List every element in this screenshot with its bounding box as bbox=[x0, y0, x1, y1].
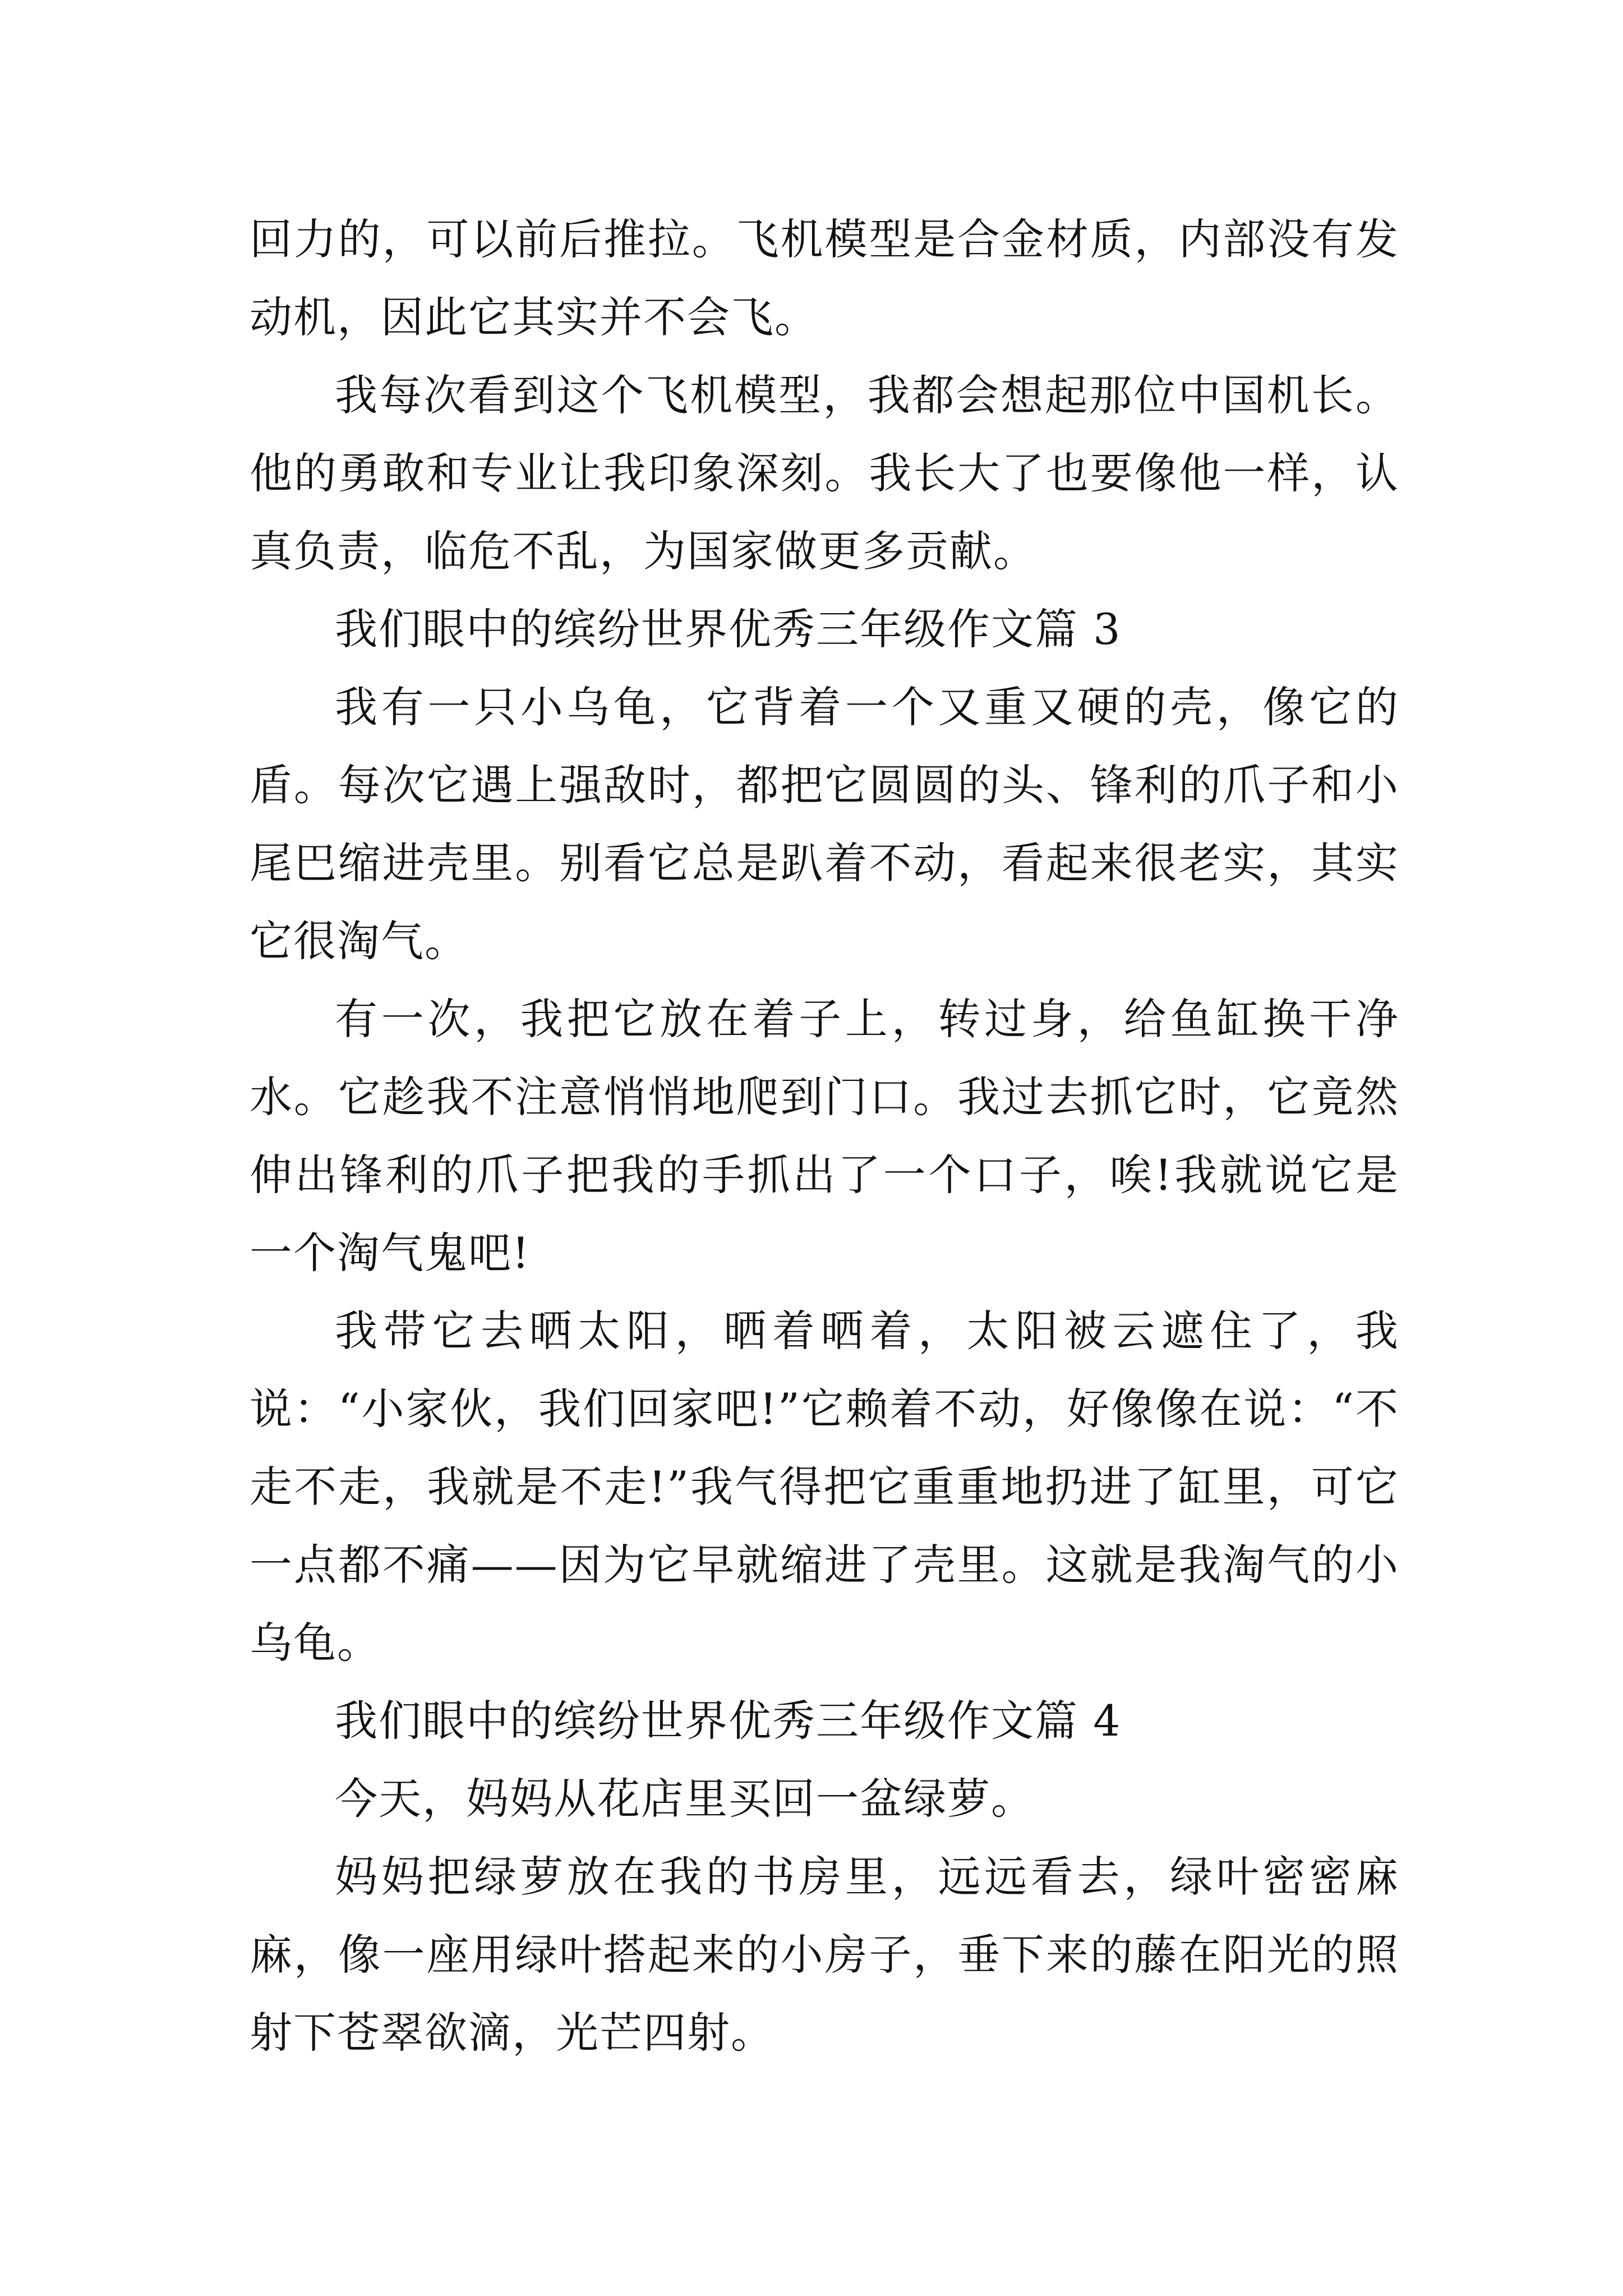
article-body bbox=[250, 200, 1399, 2072]
paragraph-turtle-sunbathe: 我带它去晒太阳，晒着晒着，太阳被云遮住了，我说：“小家伙，我们回家吧!”它赖着不动，好像像在说：“不走不走，我就是不走!”我气得把它重重地扔进了缸里，可它一点都不痛——因为它早就缩进了壳里。这就是我淘气的小乌龟。 bbox=[250, 1306, 1399, 1668]
paragraph-pothos-describe: 妈妈把绿萝放在我的书房里，远远看去，绿叶密密麻麻，像一座用绿叶搭起来的小房子，垂下来的藤在阳光的照射下苍翠欲滴，光芒四射。 bbox=[250, 1852, 1399, 2058]
paragraph-turtle-escape: 有一次，我把它放在着子上，转过身，给鱼缸换干净水。它趁我不注意悄悄地爬到门口。我过去抓它时，它竟然伸出锋利的爪子把我的手抓出了一个口子，唉!我就说它是一个淘气鬼吧! bbox=[250, 994, 1399, 1278]
essay-heading-4: 我们眼中的缤纷世界优秀三年级作文篇 4 bbox=[335, 1696, 1122, 1746]
paragraph-continuation: 回力的，可以前后推拉。飞机模型是合金材质，内部没有发动机，因此它其实并不会飞。 bbox=[250, 214, 1399, 342]
essay-heading-3: 我们眼中的缤纷世界优秀三年级作文篇 3 bbox=[335, 604, 1122, 654]
paragraph-captain: 我每次看到这个飞机模型，我都会想起那位中国机长。他的勇敢和专业让我印象深刻。我长大了也要像他一样，认真负责，临危不乱，为国家做更多贡献。 bbox=[250, 370, 1399, 576]
paragraph-pothos-buy: 今天，妈妈从花店里买回一盆绿萝。 bbox=[335, 1774, 1035, 1824]
paragraph-turtle-intro: 我有一只小乌龟，它背着一个又重又硬的壳，像它的盾。每次它遇上强敌时，都把它圆圆的头、锋利的爪子和小尾巴缩进壳里。别看它总是趴着不动，看起来很老实，其实它很淘气。 bbox=[250, 682, 1399, 966]
